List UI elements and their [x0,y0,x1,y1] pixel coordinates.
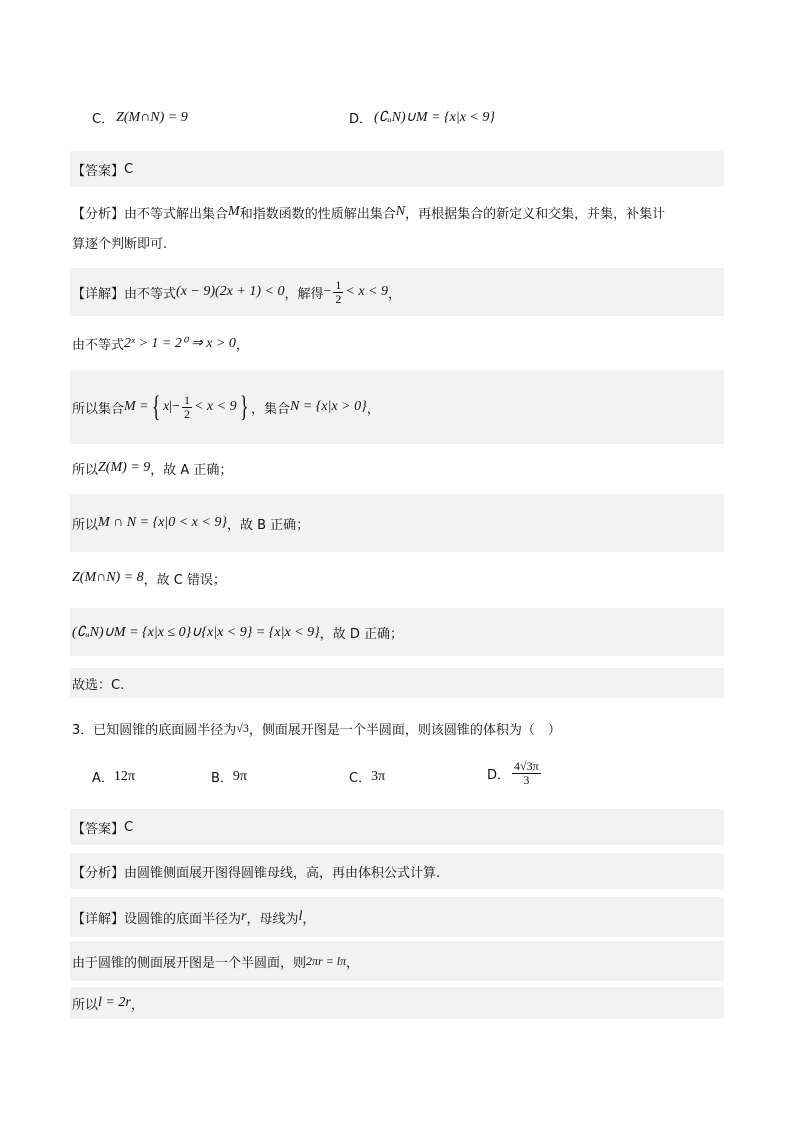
detail-text: ，解得 [284,286,324,302]
detail-text: 设圆锥的底面半径为 [124,911,242,927]
q2-detail-line-5 [70,494,724,552]
math-expression: (∁ᵤN)∪M = {x|x ≤ 0}∪{x|x < 9} = {x|x < 9} [72,624,320,640]
option-label: C． [349,771,372,786]
detail-text: ，故 B 正确； [226,517,310,533]
punctuation: ， [235,337,249,353]
detail-tag: 【详解】 [72,911,125,927]
q2-option-d [349,108,495,127]
analysis-text: 由圆锥侧面展开图得圆锥母线，高，再由体积公式计算. [124,865,441,881]
punctuation: ， [366,401,380,417]
q3-detail-line-3 [70,987,724,1019]
analysis-tag: 【分析】 [72,865,125,881]
q3-option-c [349,767,385,786]
q2-detail-line-3 [70,370,724,444]
fraction [512,760,541,787]
option-value: 12π [113,768,135,784]
q2-detail-line-6 [70,558,724,598]
option-expression: Z(M∩N) = 9 [116,109,188,125]
set-m-symbol: M [228,204,240,219]
detail-text: 所以 [72,517,99,533]
option-label: B． [211,771,233,786]
set-n-symbol: N [395,204,406,219]
detail-text: ，集合 [250,401,290,417]
punctuation: ， [346,955,360,971]
set-variable: x [163,399,170,414]
option-value: 9π [232,768,247,784]
q3-detail-line-1 [70,897,724,937]
question-text: 3．已知圆锥的底面圆半径为 [72,722,237,738]
radius-value: √3 [236,720,249,735]
q3-stem [70,714,724,742]
detail-text: ，故 C 错误； [143,572,227,588]
q3-detail-line-2 [70,941,724,981]
fraction-numerator: 4√3π [514,759,539,773]
fraction [333,279,343,306]
analysis-text: ，再根据集合的新定义和交集，并集，补集计 [405,206,666,222]
answer-tag: 【答案】 [72,821,125,837]
q2-answer [70,151,724,187]
q3-option-b [211,767,247,786]
q2-detail-line-1 [70,268,724,316]
option-label: A． [92,771,114,786]
analysis-tag: 【分析】 [72,206,125,222]
q3-option-d [487,760,543,787]
option-value: 3π [371,768,386,784]
punctuation: ， [387,286,401,302]
detail-text: ，母线为 [246,911,299,927]
answer-value: C [124,819,134,835]
q2-detail-line-7 [70,608,724,656]
q3-answer [70,809,724,845]
inequality: 2ˣ > 1 = 2⁰ ⇒ x > 0 [124,335,236,351]
radius-symbol: r [241,909,247,924]
math-expression: Z(M∩N) = 8 [72,570,144,585]
q3-option-a [92,767,135,786]
right-brace: } [239,390,249,423]
analysis-text: 和指数函数的性质解出集合 [239,206,396,222]
q2-detail-line-8 [70,668,724,698]
detail-text: 由不等式 [124,286,177,302]
q3-analysis [70,853,724,889]
fraction-denominator: 2 [335,291,342,306]
math-expression: l = 2r [98,995,131,1010]
q2-detail-line-2 [70,325,724,361]
detail-text: 所以 [72,997,99,1013]
fraction-denominator: 2 [183,406,190,421]
detail-text: ，故 A 正确； [150,462,233,478]
left-brace: { [151,390,161,423]
set-expression: M = [124,399,149,414]
detail-text: 由于圆锥的侧面展开图是一个半圆面，则 [72,955,307,971]
answer-tag: 【答案】 [72,163,125,179]
q2-option-c [92,108,188,127]
detail-text: ，故 D 正确； [319,626,404,642]
question-text: ，侧面展开图是一个半圆面，则该圆锥的体积为（ ） [248,722,561,738]
inequality: < x < 9 [193,399,237,414]
analysis-text: 算逐个判断即可. [72,236,168,252]
option-label: C． [92,112,115,127]
fraction-denominator: 3 [523,773,530,787]
math-expression: M ∩ N = {x|0 < x < 9} [98,515,227,530]
fraction-numerator: 1 [335,277,342,292]
math-expression: Z(M) = 9 [98,460,151,475]
q2-analysis [70,197,724,259]
detail-tag: 【详解】 [72,286,125,302]
fraction [182,394,192,421]
detail-text: 故选：C. [72,677,125,693]
set-bar: | [169,399,173,414]
q2-detail-line-4 [70,450,724,486]
inequality: < x < 9 [345,284,388,299]
generatrix-symbol: l [298,909,303,924]
option-label: D． [349,112,373,127]
punctuation: ， [302,911,316,927]
detail-text: 所以集合 [72,401,125,417]
math-expression: 2πr = lπ [306,953,347,968]
detail-text: 所以 [72,462,99,478]
answer-value: C [124,161,134,177]
minus-sign: − [172,399,180,414]
detail-text: 由不等式 [72,337,125,353]
option-expression: (∁ᵤN)∪M = {x|x < 9} [374,110,495,125]
minus-sign: − [323,284,332,299]
analysis-text: 由不等式解出集合 [124,206,229,222]
inequality: (x − 9)(2x + 1) < 0 [176,284,285,299]
option-label: D． [487,768,511,783]
punctuation: ， [130,997,144,1013]
fraction-numerator: 1 [183,392,190,407]
set-expression: N = {x|x > 0} [290,399,367,414]
